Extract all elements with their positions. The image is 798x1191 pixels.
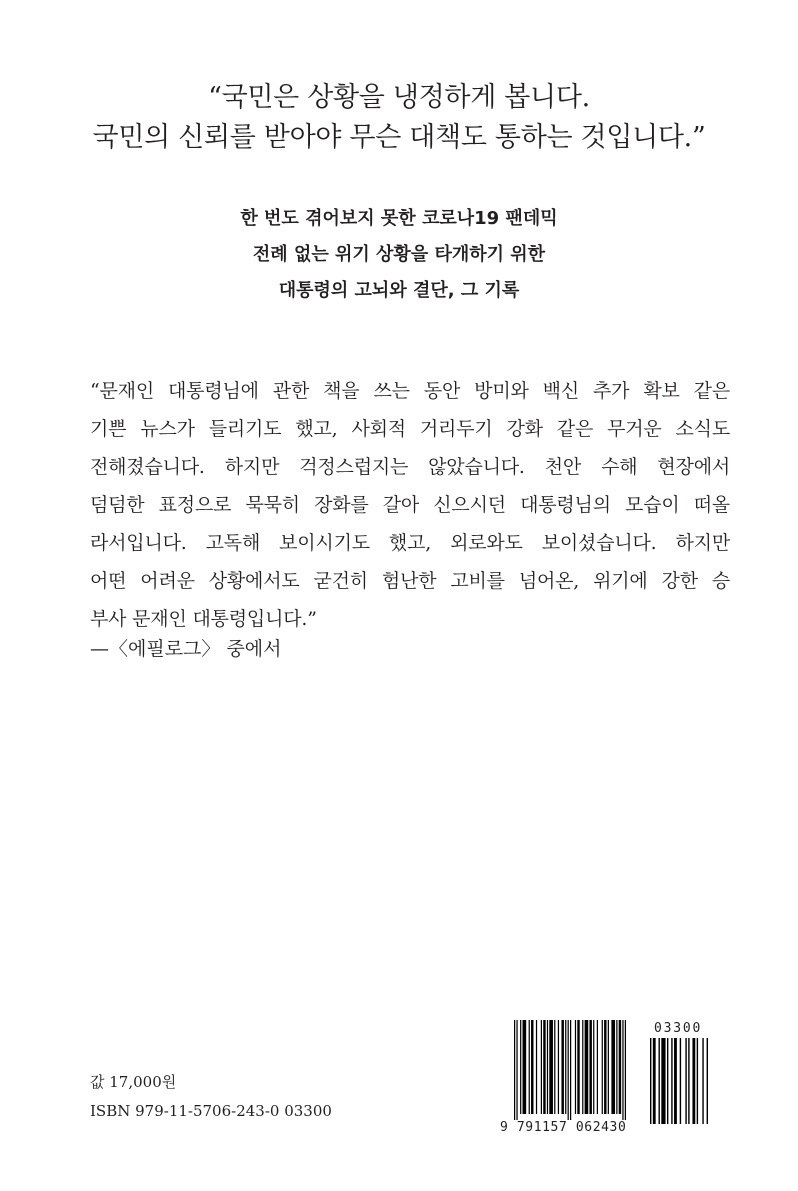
barcode-bar	[589, 1020, 591, 1114]
barcode-bar	[697, 1038, 698, 1124]
excerpt-line: 기쁜 뉴스가 들리기도 했고, 사회적 거리두기 강화 같은 무거운 소식도	[90, 418, 730, 440]
barcode-bar	[667, 1038, 668, 1124]
barcode-bar	[520, 1020, 521, 1114]
barcode-main-bars	[514, 1020, 626, 1120]
barcode-bar	[661, 1038, 665, 1124]
barcode-bar	[516, 1020, 517, 1120]
barcode-bar	[536, 1020, 537, 1114]
barcode-bar	[658, 1038, 659, 1124]
barcode-bar	[514, 1020, 515, 1120]
barcode-bar	[619, 1020, 621, 1114]
barcode-digits: 9 791157 062430	[500, 1120, 627, 1135]
subtitle-line-2: 전례 없는 위기 상황을 타개하기 위한	[252, 244, 546, 265]
barcode-bar	[575, 1020, 576, 1114]
barcode	[500, 1020, 712, 1135]
barcode-bar	[570, 1020, 571, 1120]
subtitle-line-3: 대통령의 고뇌와 결단, 그 기록	[278, 280, 520, 301]
barcode-bar	[671, 1038, 672, 1124]
barcode-bar	[597, 1020, 598, 1114]
barcode-bar	[547, 1020, 548, 1114]
barcode-addon-bars	[650, 1038, 708, 1130]
excerpt-paragraph	[90, 372, 730, 638]
barcode-bar	[616, 1020, 617, 1114]
excerpt-line: 부사 문재인 대통령입니다.”	[90, 608, 317, 630]
barcode-addon-digits: 03300	[654, 1021, 703, 1036]
barcode-bar	[674, 1038, 677, 1124]
isbn: ISBN 979-11-5706-243-0 03300	[90, 1102, 332, 1120]
excerpt-line: 전해졌습니다. 하지만 걱정스럽지는 않았습니다. 천안 수해 현장에서	[90, 456, 730, 478]
barcode-bar	[707, 1038, 708, 1124]
barcode-bar	[568, 1020, 569, 1120]
excerpt-source: —〈에필로그〉 중에서	[90, 638, 282, 660]
headline-quote-line-2: 국민의 신뢰를 받아야 무슨 대책도 통하는 것입니다.”	[92, 122, 706, 153]
barcode-bar	[541, 1020, 542, 1114]
barcode-bar	[549, 1020, 553, 1114]
excerpt-line: 라서입니다. 고독해 보이시기도 했고, 외로와도 보이셨습니다. 하지만	[90, 532, 730, 554]
headline-quote-line-1: “국민은 상황을 냉정하게 봅니다.	[208, 82, 590, 113]
excerpt-line: 덤덤한 표정으로 묵묵히 장화를 갈아 신으시던 대통령님의 모습이 떠올	[90, 494, 730, 516]
barcode-bar	[561, 1020, 563, 1114]
price: 값 17,000원	[90, 1073, 177, 1091]
barcode-bar	[577, 1020, 579, 1114]
subtitle-line-1: 한 번도 겪어보지 못한 코로나19 팬데믹	[240, 208, 558, 229]
barcode-bar	[650, 1038, 651, 1124]
barcode-bar	[611, 1020, 615, 1114]
barcode-bar	[585, 1020, 589, 1114]
barcode-bar	[702, 1038, 703, 1124]
barcode-bar	[523, 1020, 527, 1114]
barcode-bar	[688, 1038, 689, 1124]
barcode-bar	[565, 1020, 566, 1114]
barcode-bar	[543, 1020, 545, 1114]
barcode-bar	[602, 1020, 603, 1114]
barcode-bar	[622, 1020, 623, 1120]
barcode-bar	[604, 1020, 606, 1114]
barcode-bar	[593, 1020, 594, 1114]
barcode-bar	[685, 1038, 686, 1124]
excerpt-line: “문재인 대통령님에 관한 책을 쓰는 동안 방미와 백신 추가 확보 같은	[90, 380, 730, 402]
barcode-bar	[582, 1020, 583, 1114]
barcode-bar	[653, 1038, 656, 1124]
headline-quote	[0, 78, 798, 158]
excerpt-line: 어떤 어려운 상황에서도 굳건히 험난한 고비를 넘어온, 위기에 강한 승	[90, 570, 730, 592]
subtitle	[0, 201, 798, 309]
barcode-bar	[531, 1020, 533, 1114]
barcode-bar	[625, 1020, 626, 1120]
barcode-bar	[608, 1020, 609, 1114]
barcode-bar	[680, 1038, 681, 1124]
barcode-bar	[692, 1038, 695, 1124]
barcode-bar	[558, 1020, 559, 1114]
barcode-bar	[529, 1020, 530, 1114]
barcode-bar	[554, 1020, 555, 1114]
